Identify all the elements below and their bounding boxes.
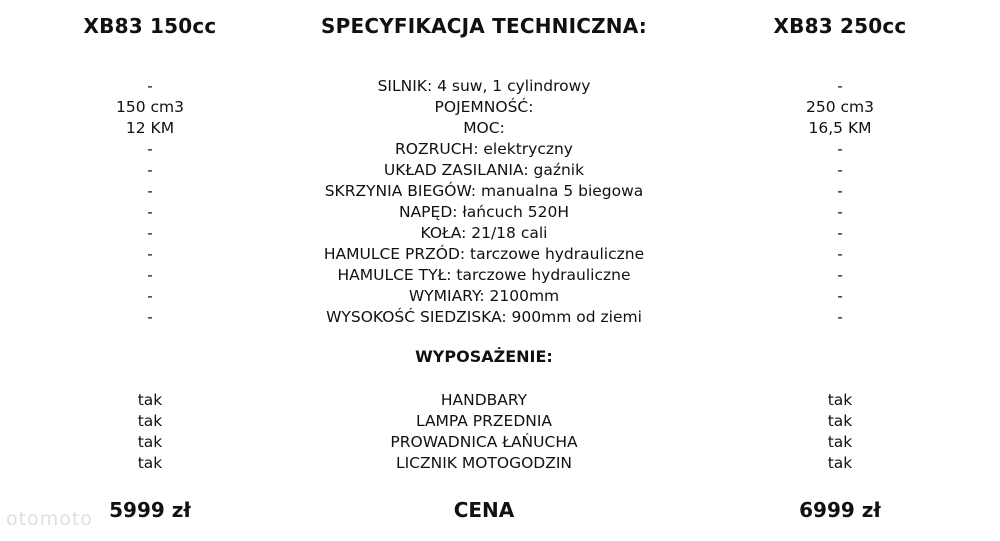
spec-label: SKRZYNIA BIEGÓW: manualna 5 biegowa <box>324 182 644 200</box>
equipment-label: LICZNIK MOTOGODZIN <box>395 454 573 472</box>
spec-label: HAMULCE PRZÓD: tarczowe hydrauliczne <box>323 245 645 263</box>
spec-value: 150 cm3 <box>116 98 184 116</box>
spec-label: WYMIARY: 2100mm <box>408 287 560 305</box>
spec-value: - <box>147 245 153 263</box>
equipment-value: tak <box>827 433 853 451</box>
equipment-value: tak <box>137 454 163 472</box>
spec-heading: SPECYFIKACJA TECHNICZNA: <box>321 14 647 38</box>
model-150-title: XB83 150cc <box>83 14 217 38</box>
spec-value: - <box>837 245 843 263</box>
spec-value: 12 KM <box>125 119 175 137</box>
price-label: CENA <box>453 498 515 522</box>
model-150-price: 5999 zł <box>109 498 191 522</box>
spec-label: HAMULCE TYŁ: tarczowe hydrauliczne <box>337 266 631 284</box>
model-250-price: 6999 zł <box>799 498 881 522</box>
spec-value: - <box>147 287 153 305</box>
model-150-equipment-values <box>45 390 255 474</box>
spec-value: - <box>147 161 153 179</box>
spec-value: - <box>837 182 843 200</box>
equipment-label: PROWADNICA ŁAŃUCHA <box>390 433 578 451</box>
equipment-value: tak <box>827 412 853 430</box>
spec-value: - <box>147 224 153 242</box>
model-150-spec-values <box>45 76 255 328</box>
spec-label: WYSOKOŚĆ SIEDZISKA: 900mm od ziemi <box>326 308 642 326</box>
spec-value: - <box>147 308 153 326</box>
spec-value: - <box>837 203 843 221</box>
spec-value: - <box>147 77 153 95</box>
equipment-labels <box>284 390 684 474</box>
spec-label: NAPĘD: łańcuch 520H <box>398 203 569 221</box>
spec-value: 16,5 KM <box>808 119 872 137</box>
equipment-value: tak <box>137 433 163 451</box>
spec-value: - <box>147 266 153 284</box>
model-250-spec-values <box>735 76 945 328</box>
equipment-value: tak <box>137 391 163 409</box>
spec-value: - <box>837 287 843 305</box>
spec-value: - <box>837 308 843 326</box>
equipment-heading: WYPOSAŻENIE: <box>415 347 553 366</box>
equipment-value: tak <box>827 454 853 472</box>
spec-labels <box>284 76 684 328</box>
spec-value: - <box>147 140 153 158</box>
equipment-value: tak <box>137 412 163 430</box>
model-250-title: XB83 250cc <box>773 14 907 38</box>
watermark: otomoto <box>6 508 93 530</box>
equipment-label: HANDBARY <box>440 391 528 409</box>
spec-value: 250 cm3 <box>806 98 874 116</box>
spec-label: POJEMNOŚĆ: <box>434 98 534 116</box>
spec-value: - <box>837 77 843 95</box>
spec-label: ROZRUCH: elektryczny <box>395 140 573 158</box>
model-250-equipment-values <box>735 390 945 474</box>
spec-label: KOŁA: 21/18 cali <box>420 224 548 242</box>
spec-value: - <box>837 224 843 242</box>
spec-label: UKŁAD ZASILANIA: gaźnik <box>383 161 585 179</box>
spec-value: - <box>147 182 153 200</box>
equipment-value: tak <box>827 391 853 409</box>
spec-value: - <box>837 140 843 158</box>
spec-value: - <box>837 266 843 284</box>
equipment-label: LAMPA PRZEDNIA <box>415 412 553 430</box>
spec-label: SILNIK: 4 suw, 1 cylindrowy <box>377 77 591 95</box>
spec-value: - <box>837 161 843 179</box>
spec-label: MOC: <box>463 119 505 137</box>
spec-value: - <box>147 203 153 221</box>
